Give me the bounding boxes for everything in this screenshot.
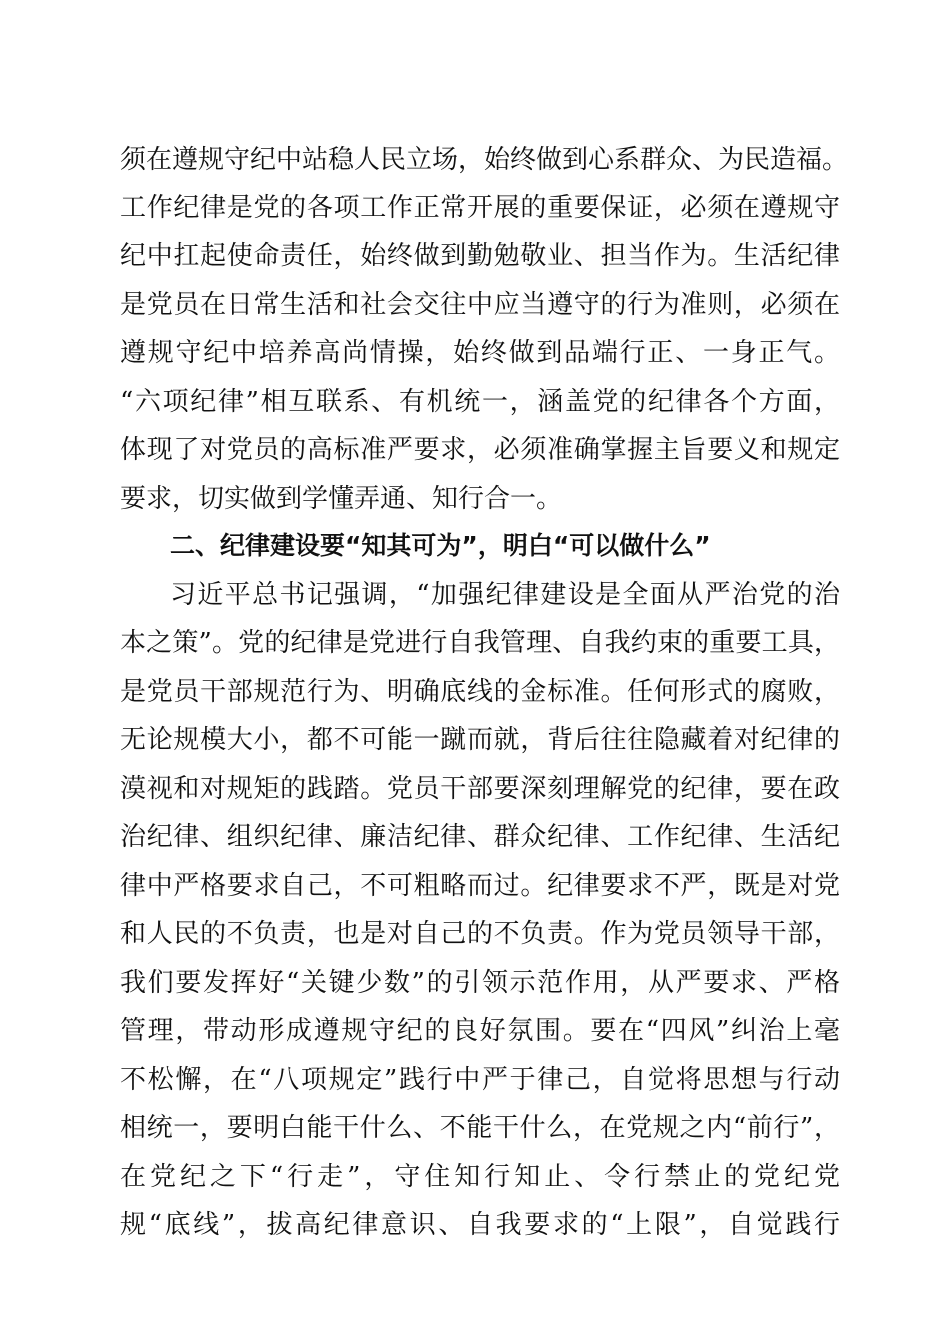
- paragraph-1-line-2: 工作纪律是党的各项工作正常开展的重要保证，必须在遵规守: [120, 193, 840, 223]
- paragraph-2-line-8: 和人民的不负责，也是对自己的不负责。作为党员领导干部，: [120, 919, 840, 949]
- paragraph-2-line-2: 本之策”。党的纪律是党进行自我管理、自我约束的重要工具，: [120, 628, 840, 658]
- paragraph-2-line-14: 规“底线”，拔高纪律意识、自我要求的“上限”，自觉践行: [120, 1210, 840, 1240]
- paragraph-1-line-6: “六项纪律”相互联系、有机统一，涵盖党的纪律各个方面，: [120, 387, 840, 417]
- paragraph-2-line-7: 律中严格要求自己，不可粗略而过。纪律要求不严，既是对党: [120, 871, 840, 901]
- paragraph-1-line-8: 要求，切实做到学懂弄通、知行合一。: [120, 484, 563, 514]
- paragraph-2-line-4: 无论规模大小，都不可能一蹴而就，背后往往隐藏着对纪律的: [120, 725, 840, 755]
- paragraph-1-line-1: 须在遵规守纪中站稳人民立场，始终做到心系群众、为民造福。: [120, 145, 849, 175]
- paragraph-1-line-3: 纪中扛起使命责任，始终做到勤勉敬业、担当作为。生活纪律: [120, 241, 840, 271]
- paragraph-2-line-9: 我们要发挥好“关键少数”的引领示范作用，从严要求、严格: [120, 968, 840, 998]
- paragraph-2-line-3: 是党员干部规范行为、明确底线的金标准。任何形式的腐败，: [120, 677, 840, 707]
- section-heading: 二、纪律建设要“知其可为”，明白“可以做什么”: [170, 531, 711, 560]
- paragraph-2-line-1: 习近平总书记强调，“加强纪律建设是全面从严治党的治: [170, 580, 840, 610]
- paragraph-1-line-5: 遵规守纪中培养高尚情操，始终做到品端行正、一身正气。: [120, 338, 840, 368]
- paragraph-2-line-13: 在党纪之下“行走”，守住知行知止、令行禁止的党纪党: [120, 1162, 840, 1192]
- paragraph-1-line-7: 体现了对党员的高标准严要求，必须准确掌握主旨要义和规定: [120, 435, 840, 465]
- paragraph-1-line-4: 是党员在日常生活和社会交往中应当遵守的行为准则，必须在: [120, 290, 840, 320]
- paragraph-2-line-5: 漠视和对规矩的践踏。党员干部要深刻理解党的纪律，要在政: [120, 774, 840, 804]
- paragraph-2-line-6: 治纪律、组织纪律、廉洁纪律、群众纪律、工作纪律、生活纪: [120, 822, 840, 852]
- paragraph-2-line-12: 相统一，要明白能干什么、不能干什么，在党规之内“前行”，: [120, 1113, 840, 1143]
- paragraph-2-line-10: 管理，带动形成遵规守纪的良好氛围。要在“四风”纠治上毫: [120, 1016, 840, 1046]
- paragraph-2-line-11: 不松懈，在“八项规定”践行中严于律己，自觉将思想与行动: [120, 1065, 840, 1095]
